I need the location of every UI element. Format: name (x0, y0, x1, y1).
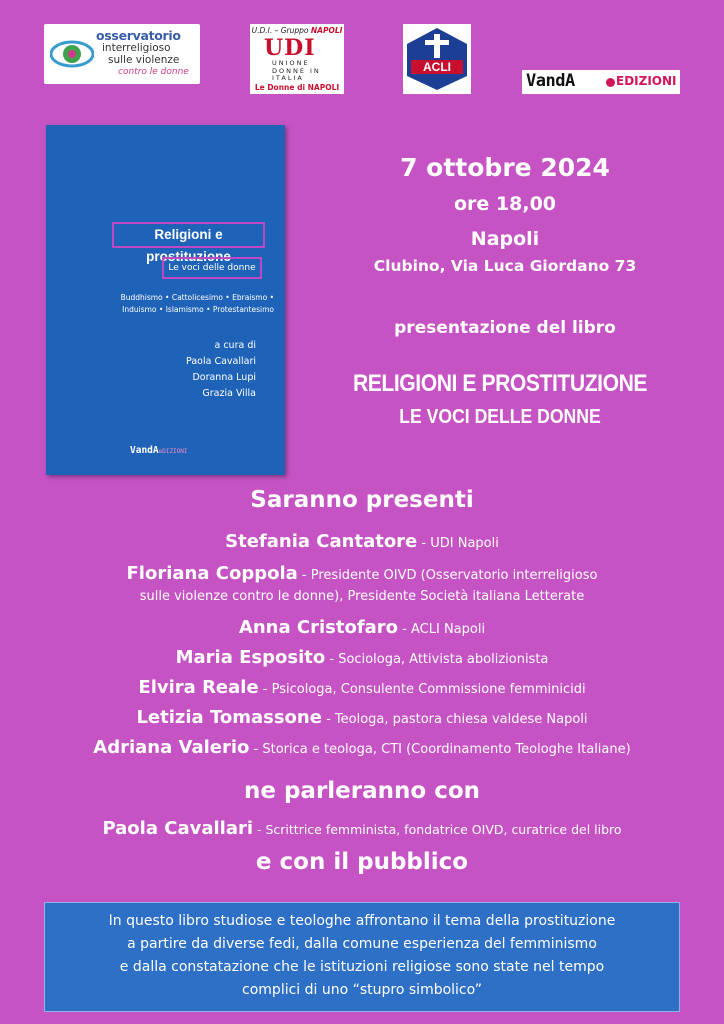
moderator-row: Paola Cavallari - Scrittrice femminista, fondatrice OIVD, curatrice del libro (102, 818, 622, 839)
speaker-row: Anna Cristofaro - ACLI Napoli (238, 617, 486, 638)
oivd-logo-line3: sulle violenze (108, 54, 180, 66)
speaker-row: Stefania Cantatore - UDI Napoli (225, 531, 499, 552)
vanda-logo (522, 70, 680, 94)
speaker-row-continued: sulle violenze contro le donne), Presidente Società italiana Letterate (139, 589, 585, 604)
acli-shield-icon (405, 26, 469, 92)
vanda-dot-icon (606, 78, 615, 87)
udi-logo-small: UNIONE DONNE IN ITALIA (272, 59, 321, 82)
event-book-title: RELIGIONI E PROSTITUZIONE (352, 370, 648, 397)
book-cover-religions: Buddhismo • Cattolicesimo • Ebraismo • Induismo • Islamismo • Protestantesimo (120, 293, 274, 314)
speaker-row: Elvira Reale - Psicologa, Consulente Commissione femminicidi (138, 677, 586, 698)
eye-globe-icon (50, 32, 94, 76)
description-box (44, 902, 680, 1012)
event-book-subtitle: LE VOCI DELLE DONNE (399, 406, 601, 428)
vanda-logo-suffix: EDIZIONI (616, 74, 677, 88)
book-cover-publisher: VandAeDIZIONI (130, 445, 188, 456)
vanda-logo-name: VandA (526, 71, 575, 91)
udi-logo-bottom: Le Donne di NAPOLI (254, 83, 340, 92)
event-date: 7 ottobre 2024 (400, 153, 610, 182)
acli-logo (403, 24, 471, 94)
oivd-logo-line4: contro le donne (118, 67, 189, 77)
audience-heading: e con il pubblico (255, 849, 469, 875)
speaker-row: Maria Esposito - Sociologa, Attivista abolizionista (175, 647, 549, 668)
acli-logo-label: ACLI (423, 60, 451, 74)
event-venue: Clubino, Via Luca Giordano 73 (373, 257, 637, 275)
event-time: ore 18,00 (453, 193, 557, 215)
speakers-heading: Saranno presenti (250, 487, 474, 513)
description-text: In questo libro studiose e teologhe affrontano il tema della prostituzione a partire da diverse fedi, dalla comune esperienza del femminismo e dalla constatazione che le istituzioni religiose sono state nel tempo complici di uno “stupro simbolico” (108, 913, 616, 998)
book-cover-title: Religioni e prostituzione (112, 222, 265, 248)
book-cover-subtitle: Le voci delle donne (162, 257, 262, 279)
event-presentation: presentazione del libro (394, 318, 616, 338)
speaker-row: Letizia Tomassone - Teologa, pastora chiesa valdese Napoli (136, 707, 588, 728)
book-cover-editors: a cura di Paola Cavallari Doranna Lupi Grazia Villa (186, 340, 256, 399)
udi-logo-top: U.D.I. – Gruppo NAPOLI (251, 26, 343, 35)
oivd-logo (44, 24, 200, 84)
speaker-row: Adriana Valerio - Storica e teologa, CTI (Coordinamento Teologhe Italiane) (93, 737, 631, 758)
oivd-logo-line2: interreligioso (102, 42, 171, 54)
udi-logo-main: UDI (264, 35, 316, 61)
udi-logo (250, 24, 344, 94)
book-cover (46, 125, 285, 475)
moderator-heading: ne parleranno con (243, 778, 481, 804)
oivd-logo-line1: osservatorio (96, 28, 181, 43)
event-city: Napoli (470, 228, 540, 250)
speaker-row: Floriana Coppola - Presidente OIVD (Osservatorio interreligioso (126, 563, 598, 584)
